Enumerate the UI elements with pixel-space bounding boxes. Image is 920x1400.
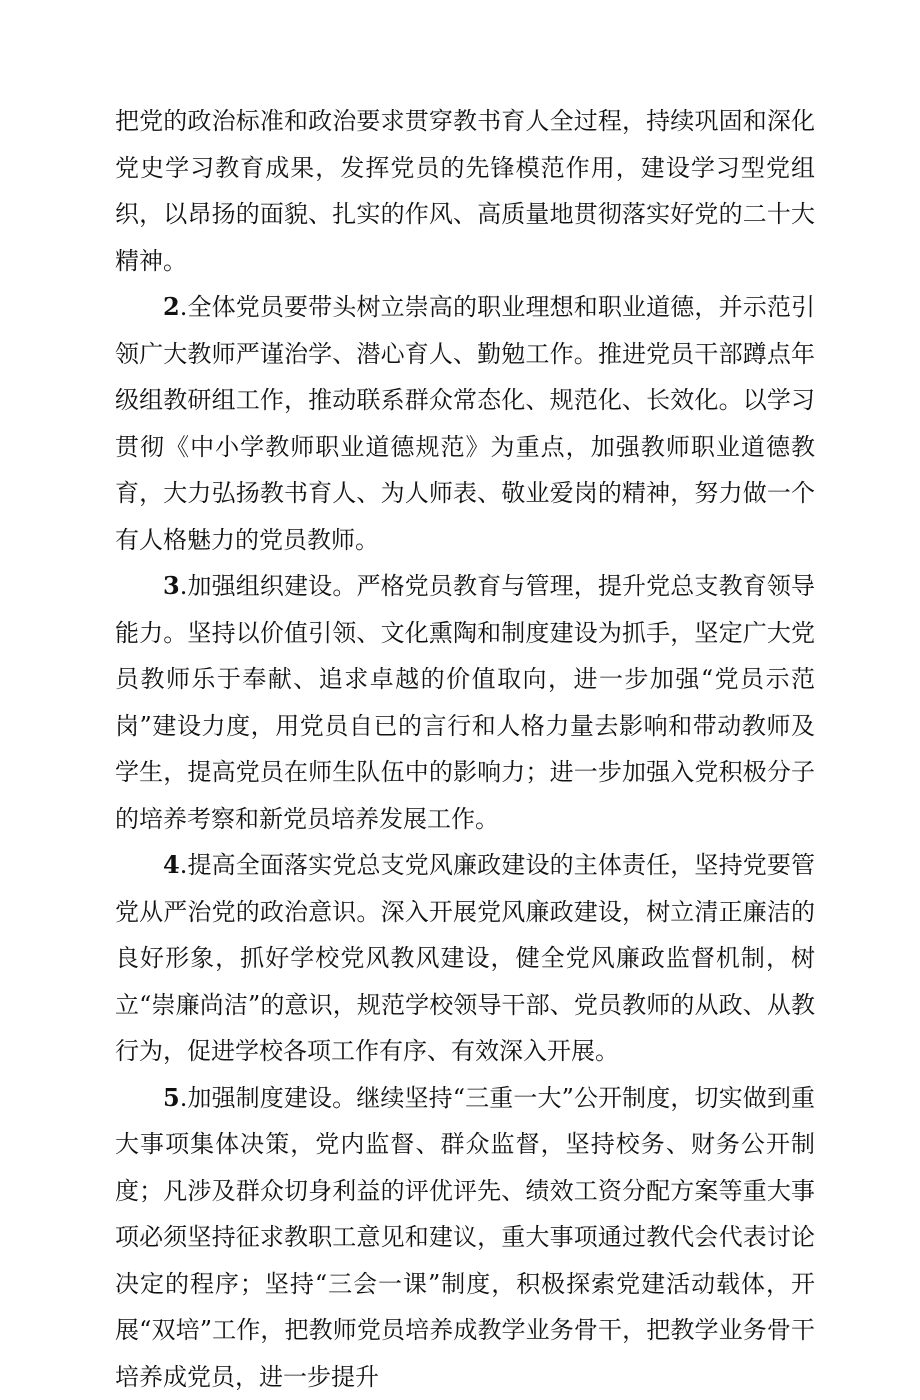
- paragraph-text: .提高全面落实党总支党风廉政建设的主体责任，坚持党要管党从严治党的政治意识。深入开展党风廉政建设，树立清正廉洁的良好形象，抓好学校党风教风建设，健全党风廉政监督机制，树立“崇廉尚洁”的意识，规范学校领导干部、党员教师的从政、从教行为，促进学校各项工作有序、有效深入开展。: [115, 851, 815, 1065]
- document-body: [115, 98, 815, 1400]
- item-number: 4: [163, 850, 180, 879]
- paragraph-item-3: [115, 563, 815, 842]
- paragraph-item-4: [115, 842, 815, 1075]
- paragraph-item-2: [115, 284, 815, 563]
- paragraph-continuation: [115, 98, 815, 284]
- paragraph-text: .加强制度建设。继续坚持“三重一大”公开制度，切实做到重大事项集体决策，党内监督、群众监督，坚持校务、财务公开制度；凡涉及群众切身利益的评优评先、绩效工资分配方案等重大事项必须坚持征求教职工意见和建议，重大事项通过教代会代表讨论决定的程序；坚持“三会一课”制度，积极探索党建活动载体，开展“双培”工作，把教师党员培养成教学业务骨干，把教学业务骨干培养成党员，进一步提升: [115, 1084, 815, 1391]
- paragraph-text: 把党的政治标准和政治要求贯穿教书育人全过程，持续巩固和深化党史学习教育成果，发挥党员的先锋模范作用，建设学习型党组织，以昂扬的面貌、扎实的作风、高质量地贯彻落实好党的二十大精神。: [115, 107, 815, 275]
- paragraph-item-5: [115, 1075, 815, 1400]
- item-number: 2: [163, 292, 180, 321]
- paragraph-text: .加强组织建设。严格党员教育与管理，提升党总支教育领导能力。坚持以价值引领、文化熏陶和制度建设为抓手，坚定广大党员教师乐于奉献、追求卓越的价值取向，进一步加强“党员示范岗”建设力度，用党员自已的言行和人格力量去影响和带动教师及学生，提高党员在师生队伍中的影响力；进一步加强入党积极分子的培养考察和新党员培养发展工作。: [115, 572, 815, 833]
- paragraph-text: .全体党员要带头树立崇高的职业理想和职业道德，并示范引领广大教师严谨治学、潜心育人、勤勉工作。推进党员干部蹲点年级组教研组工作，推动联系群众常态化、规范化、长效化。以学习贯彻《中小学教师职业道德规范》为重点，加强教师职业道德教育，大力弘扬教书育人、为人师表、敬业爱岗的精神，努力做一个有人格魅力的党员教师。: [115, 293, 815, 554]
- item-number: 5: [163, 1083, 180, 1112]
- item-number: 3: [163, 571, 180, 600]
